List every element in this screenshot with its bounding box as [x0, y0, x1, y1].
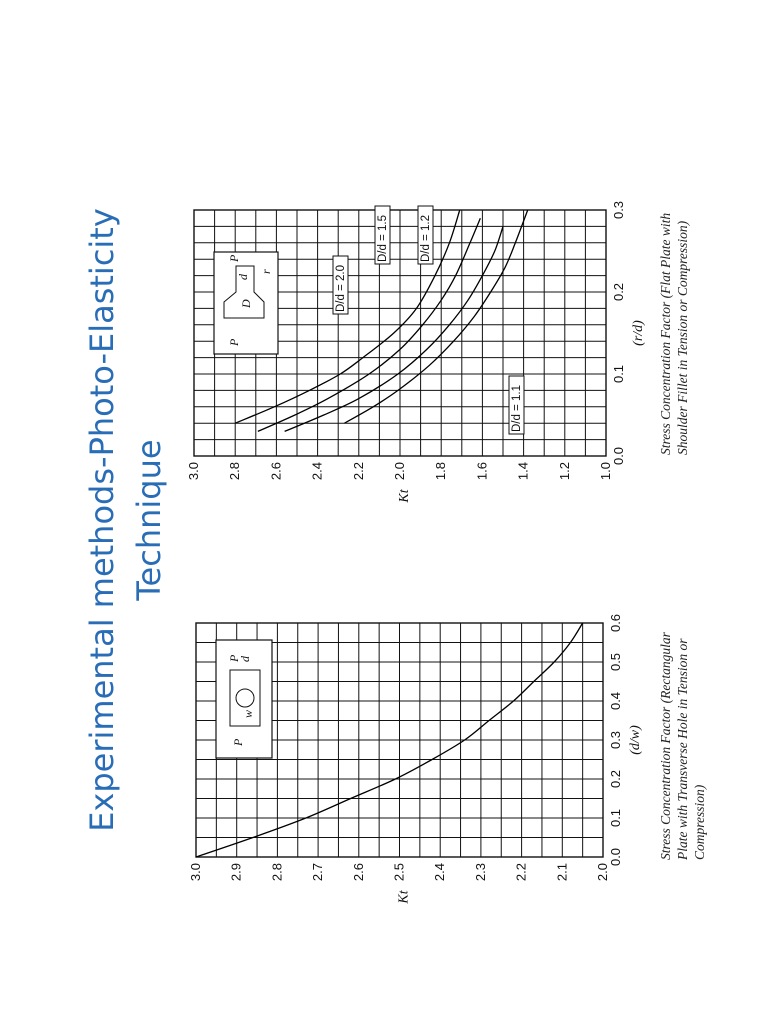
- y-tick-label: 2.4: [432, 863, 448, 882]
- x-tick-label: 0.3: [608, 730, 623, 750]
- x-tick-label: 0.6: [608, 613, 623, 633]
- slide-title-line1: Experimental methods-Photo-Elasticity: [83, 208, 121, 832]
- series-label-text: D/d = 1.5: [377, 215, 389, 262]
- x-tick-label: 0.0: [608, 847, 623, 867]
- inset-label-p-left: P: [231, 738, 245, 746]
- y-tick-label: 2.0: [595, 863, 610, 882]
- y-axis-label: Kt: [396, 890, 412, 904]
- inset-label-r: r: [259, 269, 273, 274]
- series-label: [375, 206, 390, 264]
- inset-label-p-left: P: [227, 338, 241, 346]
- inset-label-D: D: [239, 299, 253, 308]
- series-label-text: D/d = 1.1: [511, 385, 523, 432]
- series-label-text: D/d = 2.0: [335, 265, 347, 312]
- inset-label-p-right: P: [227, 254, 241, 262]
- inset-label-w: w: [241, 709, 255, 718]
- y-tick-label: 2.0: [392, 462, 407, 481]
- x-axis-label: (r/d): [631, 320, 646, 346]
- y-tick-label: 2.3: [472, 863, 488, 882]
- chart-plate-transverse-hole: [188, 614, 707, 905]
- y-tick-label: 2.7: [310, 863, 326, 882]
- y-tick-label: 2.5: [391, 863, 407, 882]
- y-tick-label: 1.0: [598, 462, 613, 481]
- series-label: [509, 376, 524, 434]
- y-tick-label: 2.8: [227, 462, 243, 481]
- y-tick-label: 1.4: [515, 462, 531, 481]
- x-tick-label: 0.4: [608, 691, 623, 711]
- slide-title-line2: Technique: [130, 439, 168, 601]
- y-tick-label: 1.6: [474, 462, 490, 481]
- x-tick-label: 0.1: [611, 364, 626, 384]
- y-tick-label: 2.8: [269, 863, 285, 882]
- series-label: [333, 256, 348, 314]
- y-tick-label: 2.2: [350, 462, 366, 481]
- y-tick-label: 2.4: [309, 462, 325, 481]
- x-tick-label: 0.5: [608, 652, 623, 672]
- y-axis-label: Kt: [397, 489, 412, 503]
- x-tick-label: 0.1: [608, 808, 623, 828]
- y-tick-label: 2.9: [228, 863, 244, 882]
- series-label: [418, 206, 433, 264]
- x-tick-label: 0.3: [611, 200, 626, 220]
- inset-label-d: d: [238, 656, 252, 662]
- inset-label-d: d: [236, 274, 250, 280]
- y-tick-label: 2.2: [513, 863, 529, 882]
- x-tick-label: 0.2: [608, 769, 623, 789]
- y-tick-label: 3.0: [186, 462, 201, 481]
- y-tick-label: 2.1: [554, 863, 570, 882]
- y-tick-label: 2.6: [350, 863, 366, 882]
- chart-shoulder-fillet: [186, 201, 690, 504]
- x-axis-label: (d/w): [628, 725, 643, 755]
- chart-caption: Stress Concentration Factor (Flat Plate with Shoulder Fillet in Tension or Compression): [658, 212, 690, 455]
- x-tick-label: 0.2: [611, 282, 626, 302]
- inset-label-p-right: P: [227, 654, 241, 662]
- y-tick-label: 3.0: [188, 863, 203, 882]
- x-tick-label: 0.0: [611, 446, 626, 466]
- y-tick-label: 2.6: [268, 462, 284, 481]
- y-tick-label: 1.8: [433, 462, 449, 481]
- series-label-text: D/d = 1.2: [420, 215, 432, 262]
- y-tick-label: 1.2: [556, 462, 572, 481]
- chart-caption: Stress Concentration Factor (Rectangular Plate with Transverse Hole in Tension or Compression): [658, 632, 707, 860]
